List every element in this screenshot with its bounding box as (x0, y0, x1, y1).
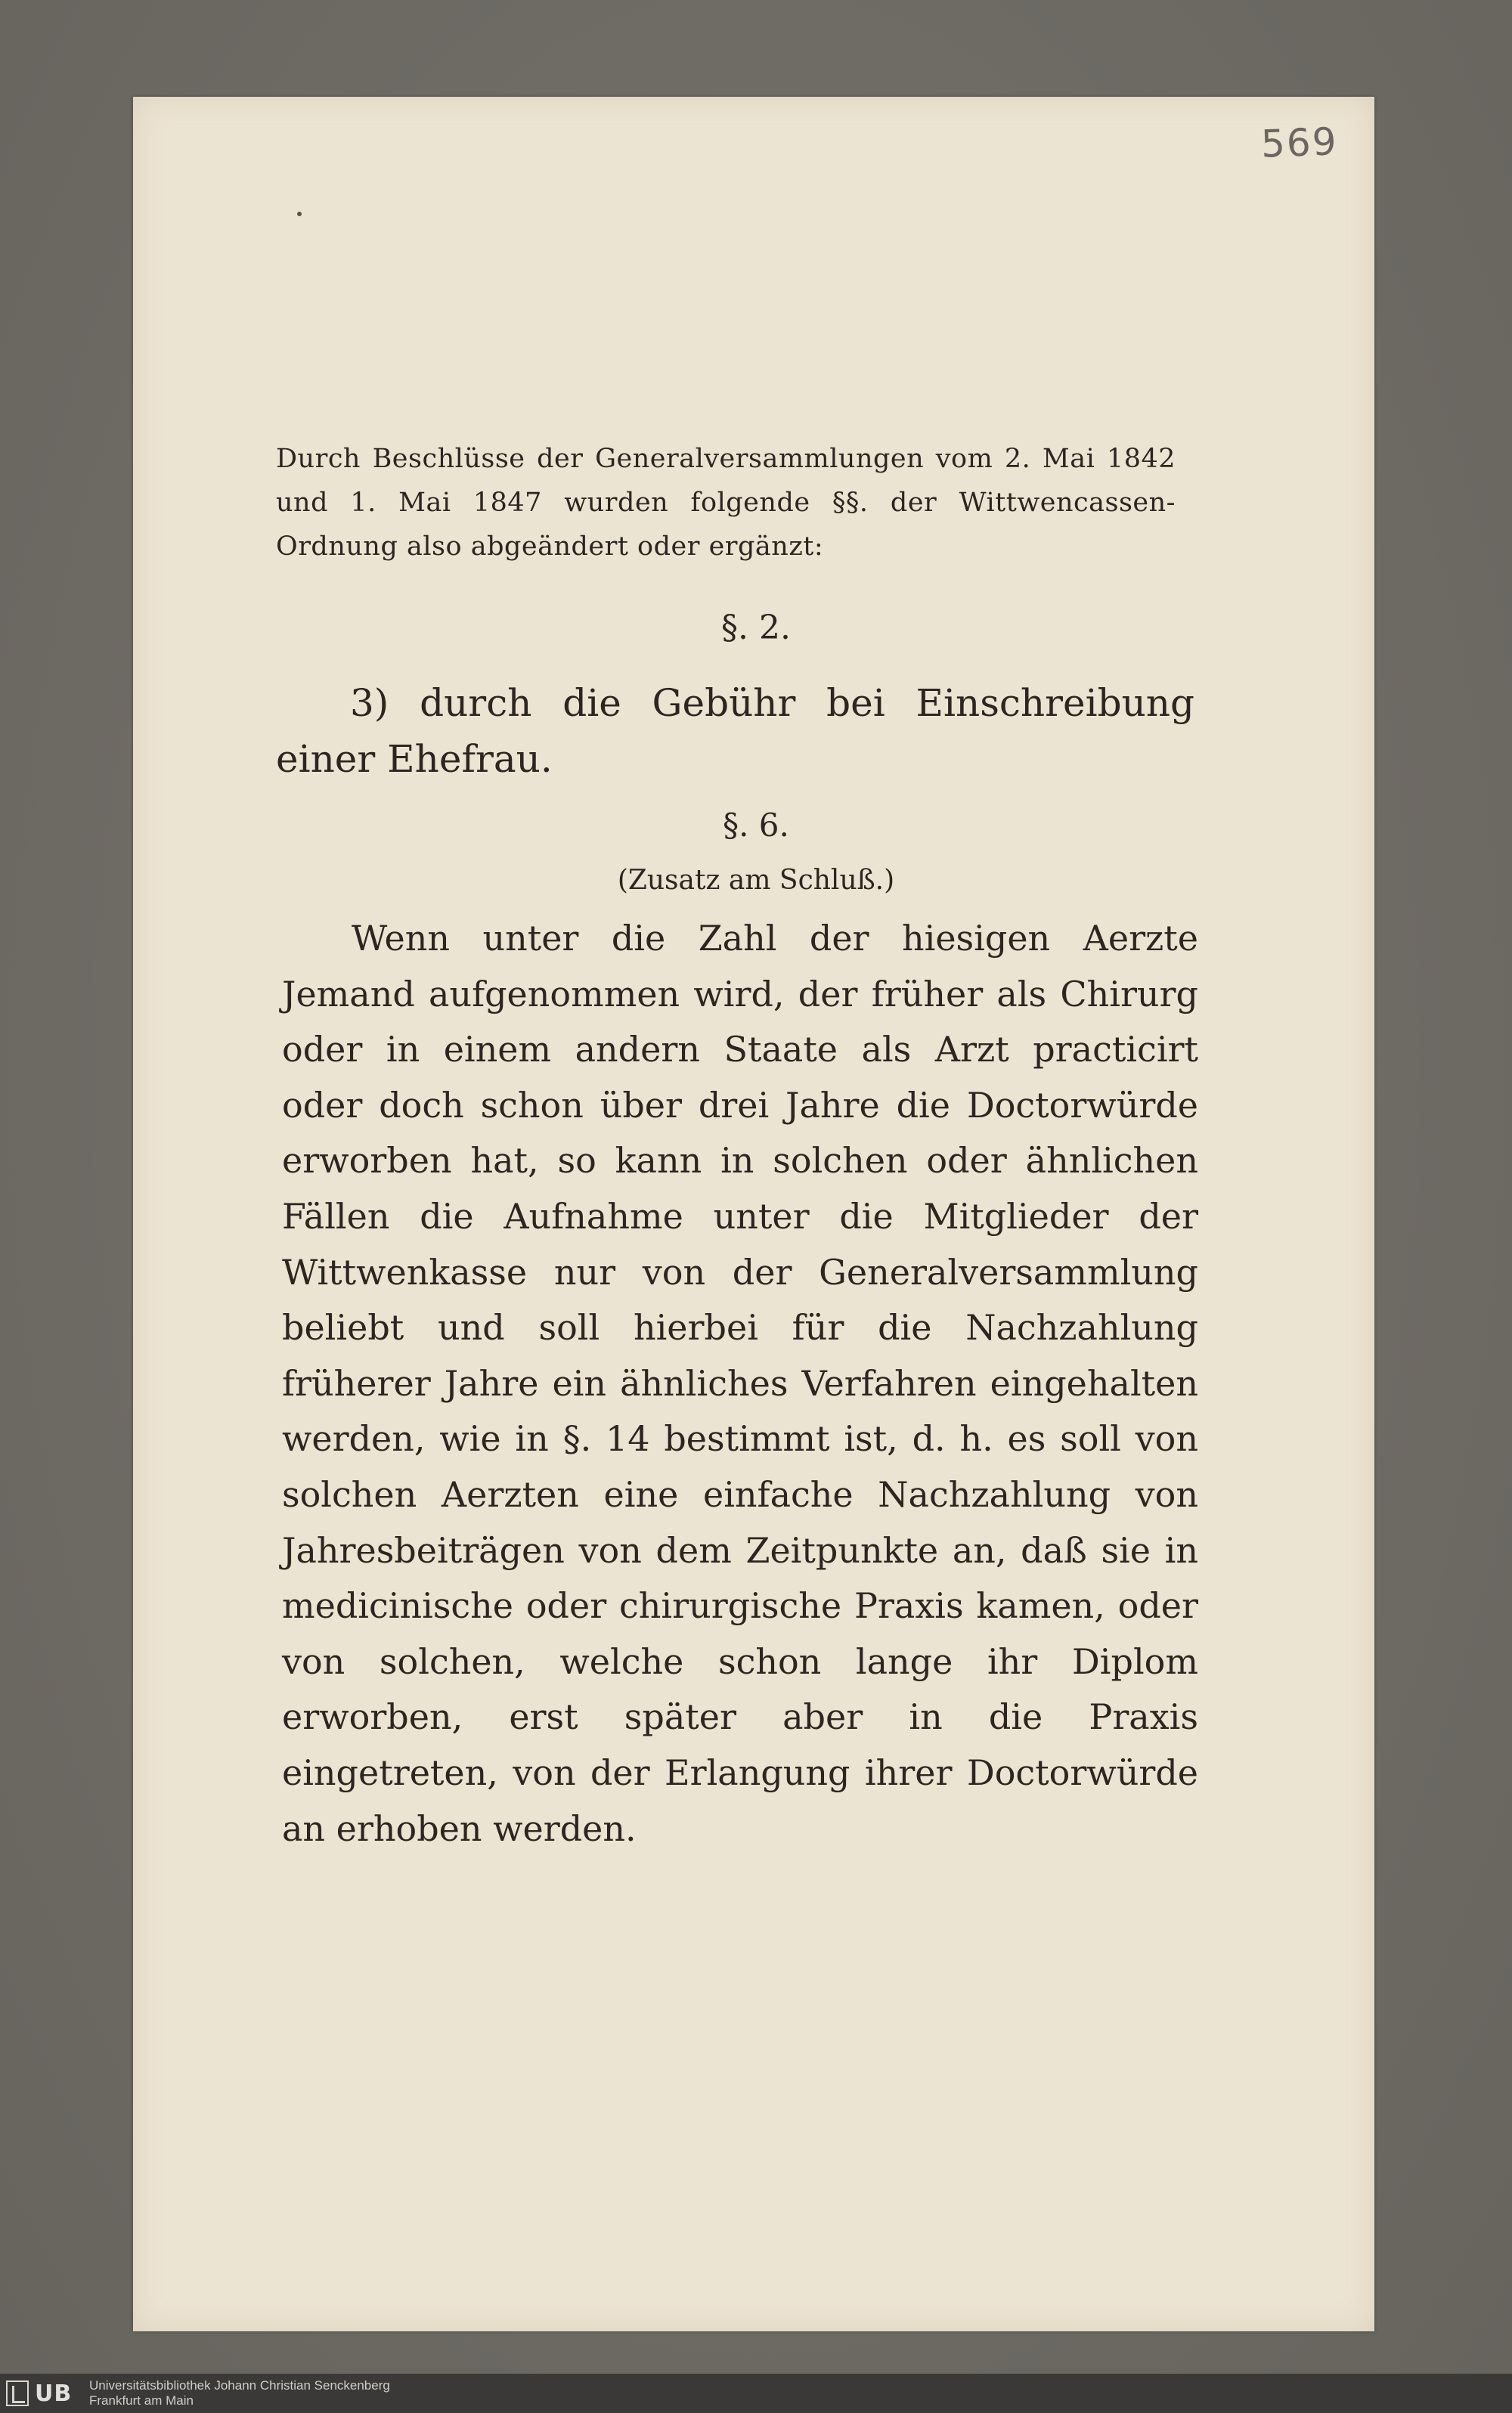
library-logo (6, 2380, 72, 2407)
intro-paragraph: Durch Beschlüsse der Generalversammlungen vom 2. Mai 1842 und 1. Mai 1847 wurden folgende §§. der Wittwencassen-Ordnung also abgeändert oder ergänzt: (276, 444, 1176, 562)
section-6-text: Wenn unter die Zahl der hiesigen Aerzte Jemand aufgenommen wird, der früher als Chirurg oder in einem andern Staate als Arzt practicirt oder doch schon über drei Jahre die Doctorwürde erworben hat, so kann in solchen oder ähnlichen Fällen die Aufnahme unter die Mitglieder der Wittwenkasse nur von der Generalversammlung beliebt und soll hierbei für die Nachzahlung früherer Jahre ein ähnliches Verfahren eingehalten werden, wie in §. 14 bestimmt ist, d. h. es soll von solchen Aerzten eine einfache Nachzahlung von Jahresbeiträgen von dem Zeitpunkte an, daß sie in medicinische oder chirurgische Praxis kamen, oder von solchen, welche schon lange ihr Diplom erworben, erst später aber in die Praxis eingetreten, von der Erlangung ihrer Doctorwürde an erhoben werden. (282, 918, 1198, 1849)
library-credit (89, 2378, 390, 2408)
library-city: Frankfurt am Main (89, 2393, 194, 2408)
library-logo-text: UB (35, 2380, 73, 2407)
section-2-text: 3) durch die Gebühr bei Einschreibung einer Ehefrau. (276, 681, 1194, 781)
folio-number: 569 (1260, 119, 1339, 166)
library-logo-icon (6, 2380, 29, 2406)
paper-speck (297, 212, 302, 216)
library-footer (0, 2374, 1512, 2413)
library-name: Universitätsbibliothek Johann Christian Senckenberg (89, 2378, 390, 2393)
section-6-subheading: (Zusatz am Schluß.) (617, 865, 895, 896)
section-6-heading: §. 6. (723, 807, 789, 844)
section-2-heading: §. 2. (721, 609, 791, 647)
